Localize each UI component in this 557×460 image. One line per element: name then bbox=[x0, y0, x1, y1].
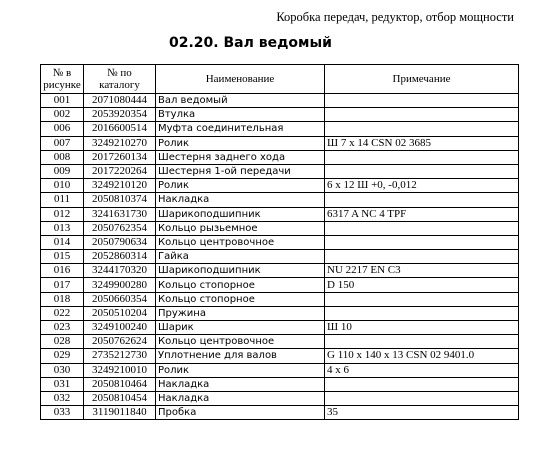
part-name-cell: Шестерня заднего хода bbox=[156, 150, 325, 164]
note-cell: NU 2217 EN C3 bbox=[325, 264, 519, 278]
figure-number-cell: 015 bbox=[41, 250, 84, 264]
part-name-cell: Пробка bbox=[156, 406, 325, 420]
figure-number-cell: 009 bbox=[41, 164, 84, 178]
table-row bbox=[41, 406, 519, 420]
note-cell bbox=[325, 335, 519, 349]
note-cell bbox=[325, 235, 519, 249]
note-cell bbox=[325, 150, 519, 164]
figure-number-cell: 031 bbox=[41, 377, 84, 391]
table-row bbox=[41, 306, 519, 320]
table-header-row bbox=[41, 65, 519, 94]
note-cell bbox=[325, 108, 519, 122]
figure-number-cell: 008 bbox=[41, 150, 84, 164]
figure-number-cell: 006 bbox=[41, 122, 84, 136]
note-cell bbox=[325, 221, 519, 235]
part-name-cell: Накладка bbox=[156, 391, 325, 405]
part-name-cell: Пружина bbox=[156, 306, 325, 320]
column-header-note: Примечание bbox=[325, 65, 519, 94]
table-row bbox=[41, 292, 519, 306]
figure-number-cell: 017 bbox=[41, 278, 84, 292]
catalog-number-cell: 3249900280 bbox=[84, 278, 156, 292]
note-cell bbox=[325, 306, 519, 320]
note-cell bbox=[325, 377, 519, 391]
part-name-cell: Шестерня 1-ой передачи bbox=[156, 164, 325, 178]
table-row bbox=[41, 179, 519, 193]
note-cell bbox=[325, 391, 519, 405]
table-row bbox=[41, 94, 519, 108]
table-row bbox=[41, 264, 519, 278]
part-name-cell: Шарикоподшипник bbox=[156, 207, 325, 221]
note-cell: 4 х 6 bbox=[325, 363, 519, 377]
figure-number-cell: 033 bbox=[41, 406, 84, 420]
catalog-number-cell: 3249210010 bbox=[84, 363, 156, 377]
table-row bbox=[41, 164, 519, 178]
catalog-number-cell: 2050510204 bbox=[84, 306, 156, 320]
part-name-cell: Кольцо центровочное bbox=[156, 235, 325, 249]
note-cell bbox=[325, 193, 519, 207]
figure-number-cell: 022 bbox=[41, 306, 84, 320]
table-row bbox=[41, 150, 519, 164]
part-name-cell: Кольцо рызьемное bbox=[156, 221, 325, 235]
table-row bbox=[41, 278, 519, 292]
figure-number-cell: 013 bbox=[41, 221, 84, 235]
figure-number-cell: 010 bbox=[41, 179, 84, 193]
table-row bbox=[41, 221, 519, 235]
catalog-number-cell: 2050660354 bbox=[84, 292, 156, 306]
table-row bbox=[41, 349, 519, 363]
section-header: Коробка передач, редуктор, отбор мощности bbox=[276, 10, 514, 24]
catalog-number-cell: 2052860314 bbox=[84, 250, 156, 264]
part-name-cell: Шарикоподшипник bbox=[156, 264, 325, 278]
catalog-number-cell: 3241631730 bbox=[84, 207, 156, 221]
figure-number-cell: 014 bbox=[41, 235, 84, 249]
part-name-cell: Втулка bbox=[156, 108, 325, 122]
note-cell: Ш 7 х 14 CSN 02 3685 bbox=[325, 136, 519, 150]
figure-number-cell: 002 bbox=[41, 108, 84, 122]
table-row bbox=[41, 377, 519, 391]
note-cell: Ш 10 bbox=[325, 321, 519, 335]
table-row bbox=[41, 136, 519, 150]
catalog-number-cell: 2053920354 bbox=[84, 108, 156, 122]
catalog-number-cell: 2016600514 bbox=[84, 122, 156, 136]
figure-number-cell: 023 bbox=[41, 321, 84, 335]
note-cell: 6 х 12 Ш +0, -0,012 bbox=[325, 179, 519, 193]
catalog-number-cell: 2050810374 bbox=[84, 193, 156, 207]
part-name-cell: Вал ведомый bbox=[156, 94, 325, 108]
column-header-figure-number: № в рисунке bbox=[41, 65, 84, 94]
catalog-number-cell: 2050810454 bbox=[84, 391, 156, 405]
table-row bbox=[41, 321, 519, 335]
note-cell: 35 bbox=[325, 406, 519, 420]
table-row bbox=[41, 108, 519, 122]
catalog-number-cell: 2071080444 bbox=[84, 94, 156, 108]
catalog-number-cell: 3249100240 bbox=[84, 321, 156, 335]
figure-number-cell: 018 bbox=[41, 292, 84, 306]
note-cell bbox=[325, 250, 519, 264]
figure-number-cell: 016 bbox=[41, 264, 84, 278]
part-name-cell: Муфта соединительная bbox=[156, 122, 325, 136]
catalog-number-cell: 2017220264 bbox=[84, 164, 156, 178]
table-row bbox=[41, 207, 519, 221]
note-cell: D 150 bbox=[325, 278, 519, 292]
catalog-number-cell: 3249210270 bbox=[84, 136, 156, 150]
catalog-number-cell: 3249210120 bbox=[84, 179, 156, 193]
note-cell: G 110 х 140 х 13 CSN 02 9401.0 bbox=[325, 349, 519, 363]
part-name-cell: Уплотнение для валов bbox=[156, 349, 325, 363]
table-body bbox=[41, 94, 519, 420]
part-name-cell: Гайка bbox=[156, 250, 325, 264]
figure-number-cell: 029 bbox=[41, 349, 84, 363]
part-name-cell: Кольцо стопорное bbox=[156, 278, 325, 292]
table-row bbox=[41, 250, 519, 264]
figure-number-cell: 012 bbox=[41, 207, 84, 221]
figure-number-cell: 001 bbox=[41, 94, 84, 108]
figure-number-cell: 011 bbox=[41, 193, 84, 207]
part-name-cell: Ролик bbox=[156, 363, 325, 377]
part-name-cell: Кольцо стопорное bbox=[156, 292, 325, 306]
table-row bbox=[41, 193, 519, 207]
catalog-number-cell: 2017260134 bbox=[84, 150, 156, 164]
page-title: 02.20. Вал ведомый bbox=[169, 35, 332, 51]
note-cell bbox=[325, 164, 519, 178]
note-cell: 6317 A NC 4 TPF bbox=[325, 207, 519, 221]
part-name-cell: Ролик bbox=[156, 136, 325, 150]
catalog-number-cell: 2050762354 bbox=[84, 221, 156, 235]
table-row bbox=[41, 391, 519, 405]
note-cell bbox=[325, 122, 519, 136]
figure-number-cell: 007 bbox=[41, 136, 84, 150]
table-row bbox=[41, 235, 519, 249]
table-row bbox=[41, 363, 519, 377]
catalog-number-cell: 2050790634 bbox=[84, 235, 156, 249]
part-name-cell: Шарик bbox=[156, 321, 325, 335]
note-cell bbox=[325, 94, 519, 108]
parts-table bbox=[40, 64, 519, 420]
column-header-name: Наименование bbox=[156, 65, 325, 94]
figure-number-cell: 030 bbox=[41, 363, 84, 377]
part-name-cell: Накладка bbox=[156, 377, 325, 391]
part-name-cell: Кольцо центровочное bbox=[156, 335, 325, 349]
catalog-number-cell: 3244170320 bbox=[84, 264, 156, 278]
catalog-number-cell: 3119011840 bbox=[84, 406, 156, 420]
catalog-number-cell: 2050762624 bbox=[84, 335, 156, 349]
figure-number-cell: 032 bbox=[41, 391, 84, 405]
table-row bbox=[41, 335, 519, 349]
table-row bbox=[41, 122, 519, 136]
catalog-number-cell: 2050810464 bbox=[84, 377, 156, 391]
note-cell bbox=[325, 292, 519, 306]
figure-number-cell: 028 bbox=[41, 335, 84, 349]
part-name-cell: Накладка bbox=[156, 193, 325, 207]
catalog-number-cell: 2735212730 bbox=[84, 349, 156, 363]
column-header-catalog-number: № по каталогу bbox=[84, 65, 156, 94]
part-name-cell: Ролик bbox=[156, 179, 325, 193]
